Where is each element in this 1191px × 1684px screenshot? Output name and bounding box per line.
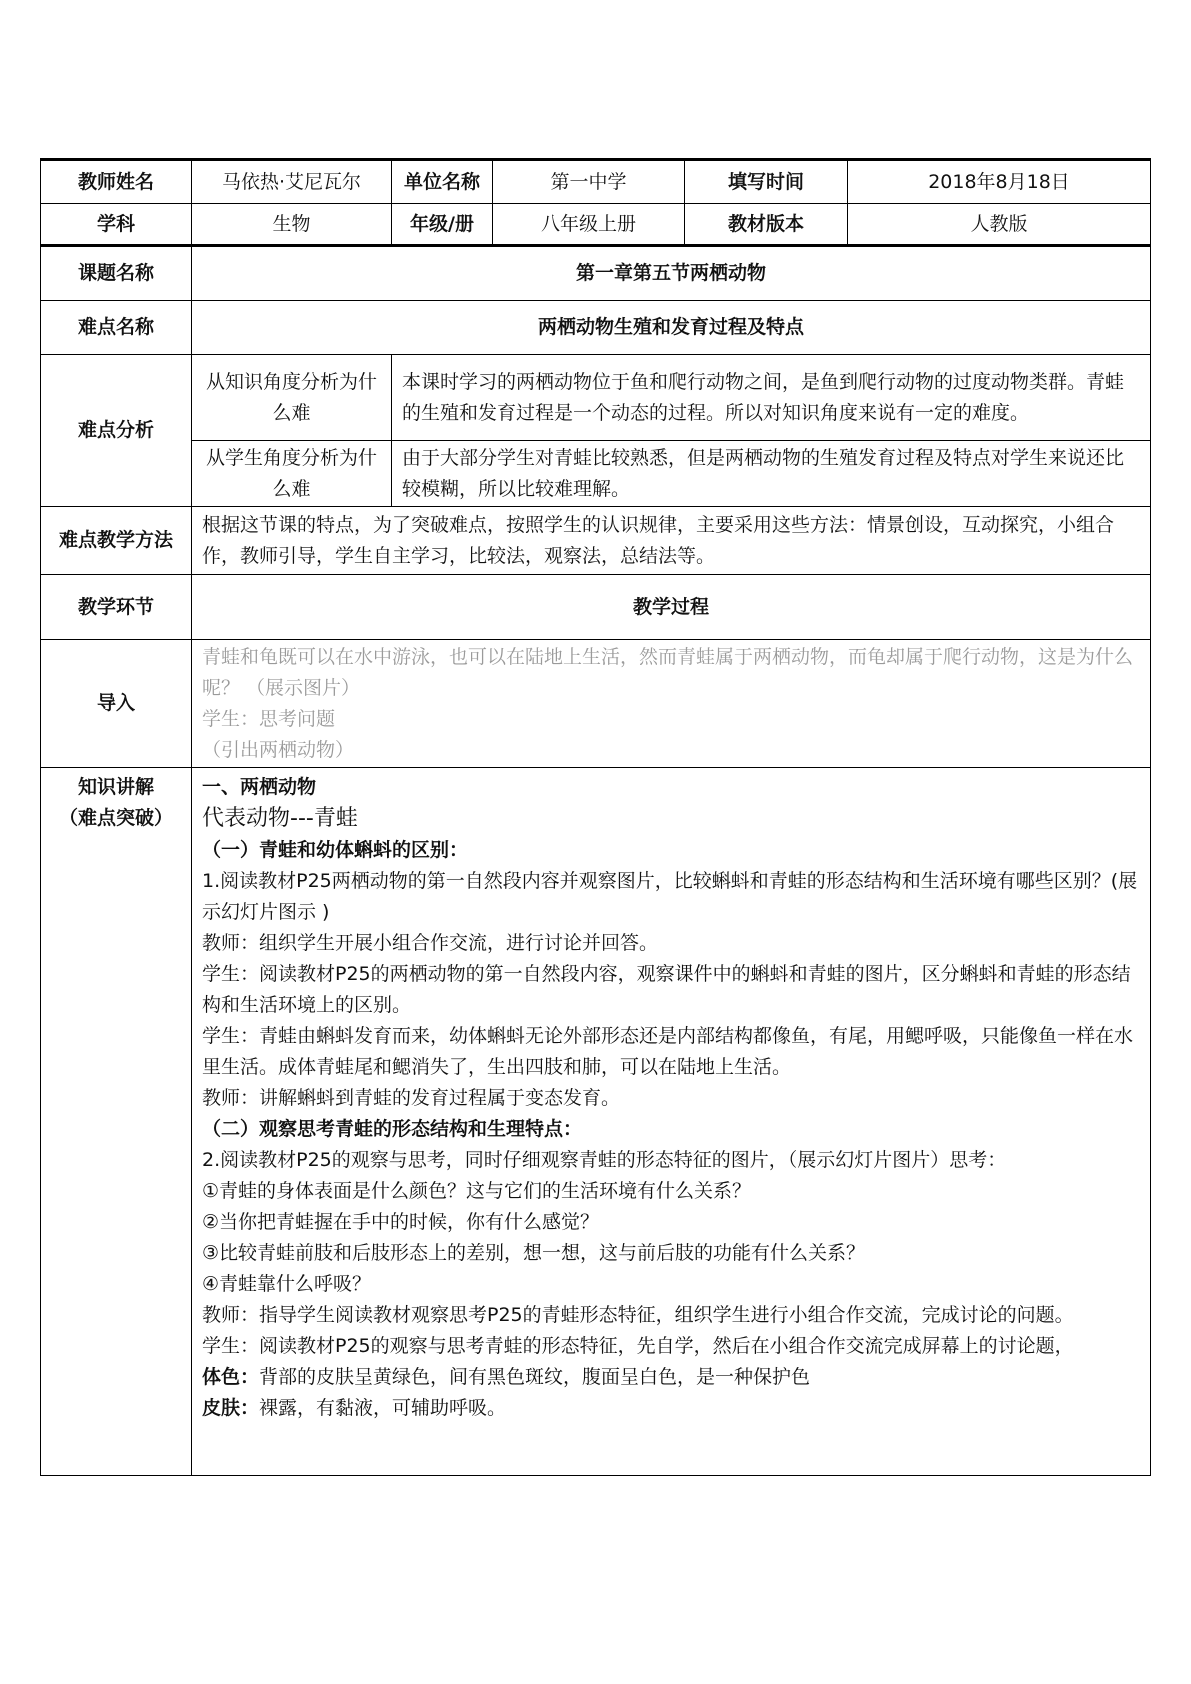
skin-label: 皮肤： [202,1397,260,1419]
paragraph-6: 2.阅读教材P25的观察与思考，同时仔细观察青蛙的形态特征的图片，（展示幻灯片图片）思考： [202,1149,1007,1171]
subsection-1-title: （一）青蛙和幼体蝌蚪的区别： [202,839,469,861]
knowledge-label-line-1: 知识讲解 [77,776,154,798]
paragraph-7: 教师：指导学生阅读教材观察思考P25的青蛙形态特征，组织学生进行小组合作交流，完成讨论的问题。 [202,1304,1074,1326]
difficulty-row [41,301,1151,355]
analysis-label: 难点分析 [41,355,192,507]
paragraph-4: 学生：青蛙由蝌蚪发育而来，幼体蝌蚪无论外部形态还是内部结构都像鱼，有尾，用鳃呼吸，只能像鱼一样在水里生活。成体青蛙尾和鳃消失了，生出四肢和肺，可以在陆地上生活。 [202,1025,1134,1078]
subject-label: 学科 [41,204,192,246]
body-color-label: 体色： [202,1366,260,1388]
difficulty-label: 难点名称 [41,301,192,355]
topic-label: 课题名称 [41,246,192,301]
knowledge-label [41,768,192,1476]
header-row-1 [41,160,1151,204]
analysis-row-student [41,441,1151,507]
school-label: 单位名称 [392,160,493,204]
lesson-plan-table [40,158,1151,1476]
skin-text: 裸露，有黏液，可辅助呼吸。 [259,1397,507,1419]
textbook-version-label: 教材版本 [685,204,848,246]
grade-value: 八年级上册 [493,204,685,246]
method-row [41,507,1151,575]
body-color-line [202,1362,1140,1393]
fill-date-label: 填写时间 [685,160,848,204]
knowledge-content [192,768,1151,1476]
header-row-2 [41,204,1151,246]
teacher-name-value: 马依热·艾尼瓦尔 [192,160,392,204]
knowledge-label-line-2: （难点突破） [58,807,173,829]
school-value: 第一中学 [493,160,685,204]
section-heading: 一、两栖动物 [202,776,317,798]
intro-line-1: 青蛙和龟既可以在水中游泳，也可以在陆地上生活，然而青蛙属于两栖动物，而龟却属于爬行动物，这是为什么呢？ （展示图片） [202,645,1134,699]
knowledge-row [41,768,1151,1476]
process-stage-label: 教学环节 [41,575,192,640]
question-1: ①青蛙的身体表面是什么颜色？这与它们的生活环境有什么关系？ [202,1180,752,1202]
fill-date-value: 2018年8月18日 [848,160,1151,204]
intro-row [41,640,1151,768]
question-2: ②当你把青蛙握在手中的时候，你有什么感觉？ [202,1211,600,1233]
subject-value: 生物 [192,204,392,246]
analysis-row-knowledge [41,355,1151,441]
topic-row [41,246,1151,301]
skin-line [202,1393,1140,1424]
student-angle-text: 由于大部分学生对青蛙比较熟悉，但是两栖动物的生殖发育过程及特点对学生来说还比较模糊，所以比较难理解。 [392,441,1151,507]
process-title: 教学过程 [192,575,1151,640]
knowledge-angle-text: 本课时学习的两栖动物位于鱼和爬行动物之间，是鱼到爬行动物的过度动物类群。青蛙的生殖和发育过程是一个动态的过程。所以对知识角度来说有一定的难度。 [392,355,1151,441]
teacher-name-label: 教师姓名 [41,160,192,204]
representative-animal: 代表动物---青蛙 [202,806,358,831]
question-4: ④青蛙靠什么呼吸？ [202,1273,372,1295]
intro-content [192,640,1151,768]
body-color-text: 背部的皮肤呈黄绿色，间有黑色斑纹，腹面呈白色，是一种保护色 [259,1366,811,1388]
topic-value: 第一章第五节两栖动物 [192,246,1151,301]
paragraph-3: 学生：阅读教材P25的两栖动物的第一自然段内容，观察课件中的蝌蚪和青蛙的图片，区分蝌蚪和青蛙的形态结构和生活环境上的区别。 [202,963,1131,1016]
paragraph-2: 教师：组织学生开展小组合作交流，进行讨论并回答。 [202,932,659,954]
process-header-row [41,575,1151,640]
method-label: 难点教学方法 [41,507,192,575]
student-angle-label: 从学生角度分析为什么难 [192,441,392,507]
method-text: 根据这节课的特点，为了突破难点，按照学生的认识规律，主要采用这些方法：情景创设，互动探究，小组合作，教师引导，学生自主学习，比较法，观察法，总结法等。 [192,507,1151,575]
difficulty-value: 两栖动物生殖和发育过程及特点 [192,301,1151,355]
paragraph-1: 1.阅读教材P25两栖动物的第一自然段内容并观察图片，比较蝌蚪和青蛙的形态结构和生活环境有哪些区别？(展示幻灯片图示 ) [202,870,1138,923]
intro-line-2: 学生：思考问题 [202,707,336,730]
paragraph-8: 学生：阅读教材P25的观察与思考青蛙的形态特征，先自学，然后在小组合作交流完成屏幕上的讨论题， [202,1335,1074,1357]
question-3: ③比较青蛙前肢和后肢形态上的差别，想一想，这与前后肢的功能有什么关系？ [202,1242,866,1264]
grade-label: 年级/册 [392,204,493,246]
intro-line-3: （引出两栖动物） [202,738,355,761]
knowledge-angle-label: 从知识角度分析为什么难 [192,355,392,441]
textbook-version-value: 人教版 [848,204,1151,246]
subsection-2-title: （二）观察思考青蛙的形态结构和生理特点： [202,1118,583,1140]
paragraph-5: 教师：讲解蝌蚪到青蛙的发育过程属于变态发育。 [202,1087,621,1109]
intro-label: 导入 [41,640,192,768]
